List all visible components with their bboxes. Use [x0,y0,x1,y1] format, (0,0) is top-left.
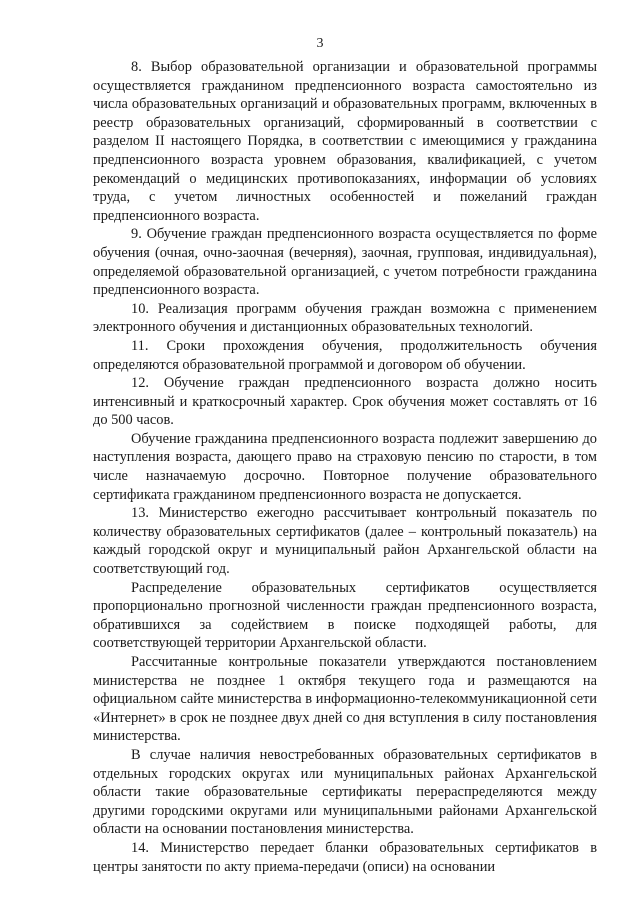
paragraph-item-13-approval: Рассчитанные контрольные показатели утверждаются постановлением министерства не позднее 1 октября текущего года и размещаются на официальном сайте министерства в информационно-телекоммуникационной сети «Интернет» в срок не позднее двух дней со дня вступления в силу постановления министерства. [93,654,597,745]
paragraph-item-13: 13. Министерство ежегодно рассчитывает контрольный показатель по количеству образовательных сертификатов (далее – контрольный показатель) на каждый городской округ и муниципальный район Архангельской области на соответствующий год. [93,505,597,578]
paragraph-item-13-redistribution: В случае наличия невостребованных образовательных сертификатов в отдельных городских округах или муниципальных районах Архангельской области такие образовательные сертификаты перераспределяются между другими городскими округами или муниципальными районами Архангельской области на основании постановления министерства. [93,746,597,838]
paragraph-item-12: 12. Обучение граждан предпенсионного возраста должно носить интенсивный и краткосрочный характер. Срок обучения может составлять от 16 до 500 часов. [93,375,597,429]
paragraph-item-8: 8. Выбор образовательной организации и образовательной программы осуществляется гражданином предпенсионного возраста самостоятельно из числа образовательных организаций и образовательных программ, включенных в реестр образовательных организаций, сформированный в соответствии с разделом II настоящего Порядка, в соответствии с имеющимися у гражданина предпенсионного возраста уровнем образования, квалификацией, с учетом рекомендаций о медицинских противопоказаниях, информации об условиях труда, с учетом личностных особенностей и пожеланий граждан предпенсионного возраста. [93,59,597,224]
page-number: 3 [316,36,324,51]
paragraph-item-13-distribution: Распределение образовательных сертификатов осуществляется пропорционально прогнозной численности граждан предпенсионного возраста, обратившихся за содействием в поиске подходящей работы, для соответствующей территории Архангельской области. [93,579,597,652]
paragraph-item-10: 10. Реализация программ обучения граждан возможна с применением электронного обучения и дистанционных образовательных технологий. [93,300,597,336]
paragraph-item-11: 11. Сроки прохождения обучения, продолжительность обучения определяются образовательной программой и договором об обучении. [93,337,597,373]
paragraph-item-9: 9. Обучение граждан предпенсионного возраста осуществляется по форме обучения (очная, очно-заочная (вечерняя), заочная, групповая, индивидуальная), определяемой образовательной организацией, с учетом потребности гражданина предпенсионного возраста. [93,226,597,299]
paragraph-item-12-continued: Обучение гражданина предпенсионного возраста подлежит завершению до наступления возраста, дающего право на страховую пенсию по старости, в том числе назначаемую досрочно. Повторное получение образовательного сертификата гражданином предпенсионного возраста не допускается. [93,430,597,503]
document-body [93,58,597,876]
paragraph-item-14: 14. Министерство передает бланки образовательных сертификатов в центры занятости по акту приема-передачи (описи) на основании [93,839,597,875]
